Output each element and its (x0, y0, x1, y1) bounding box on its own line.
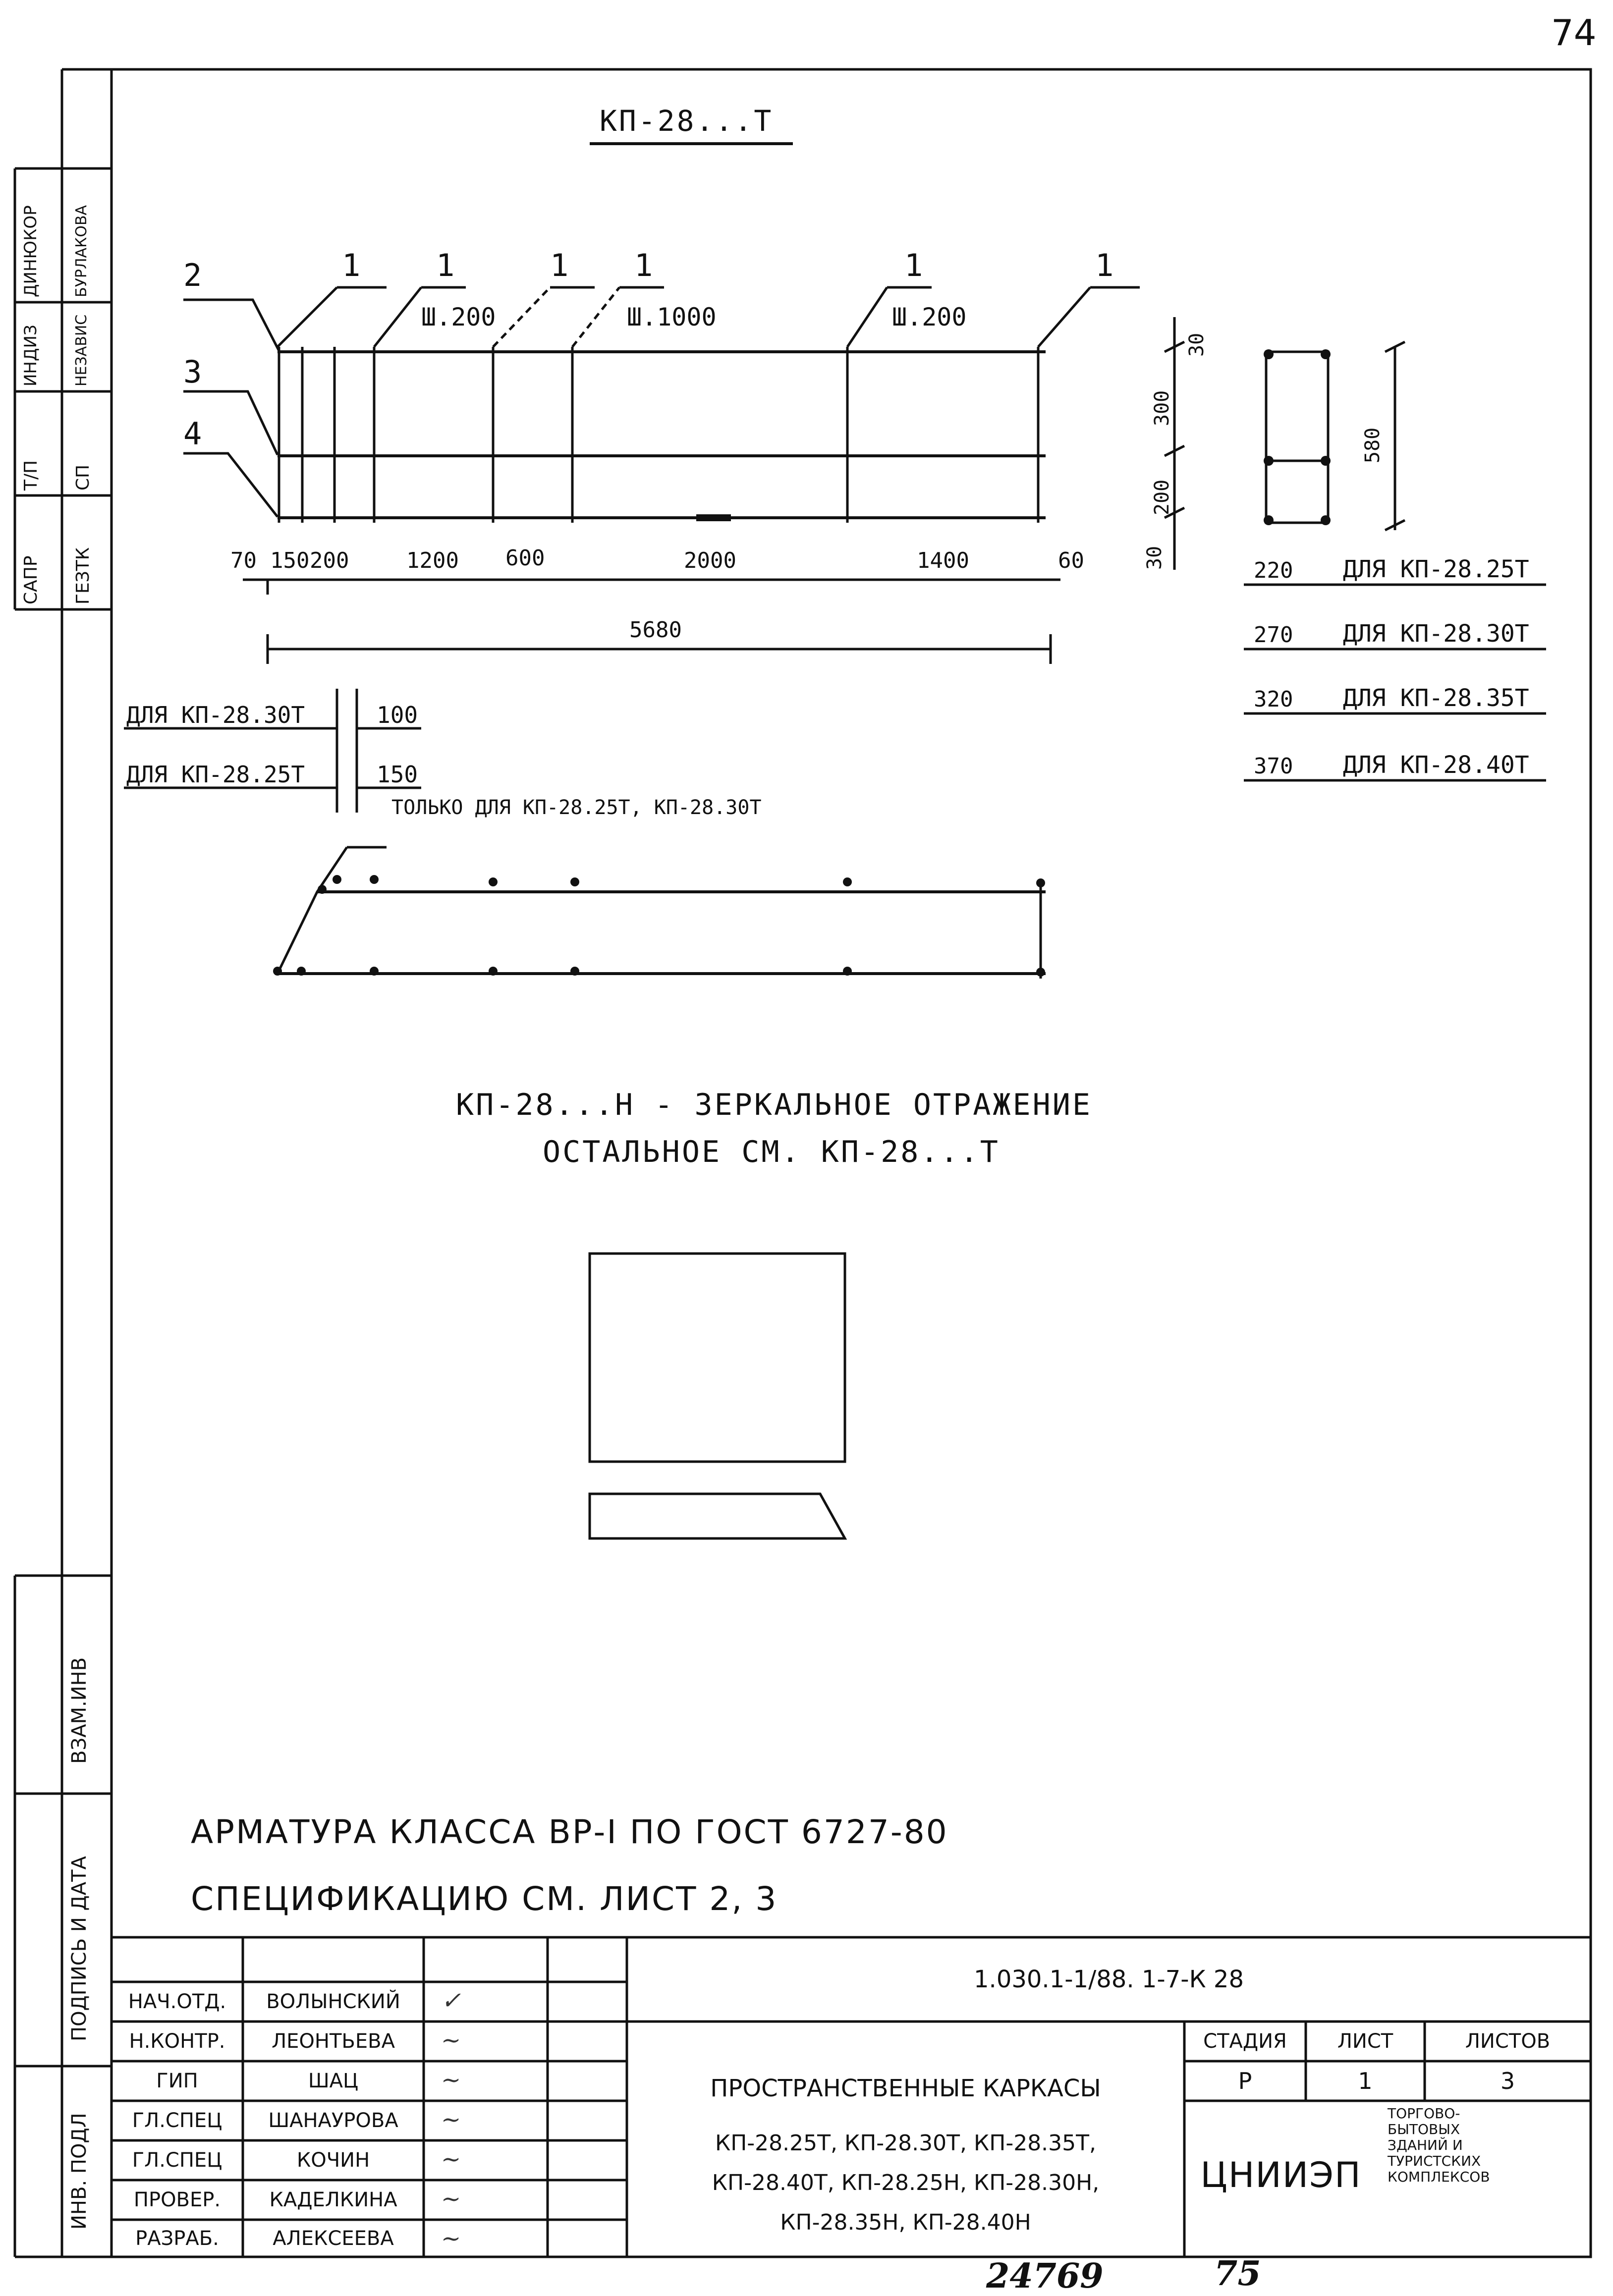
dim-600: 600 (505, 546, 545, 571)
spacing-label-200-left: Ш.200 (421, 303, 496, 331)
tb-name: ВОЛЫНСКИЙ (266, 1990, 400, 2013)
side-label-original: ИНВ. ПОДЛ (68, 2113, 91, 2230)
callout-4: 4 (183, 416, 202, 452)
side-label: ИНДИЗ (21, 325, 41, 386)
mirror-note-line1: КП-28...Н - ЗЕРКАЛЬНОЕ ОТРАЖЕНИЕ (456, 1088, 1092, 1122)
tb-name: КОЧИН (296, 2149, 370, 2172)
page-number: 74 (1551, 12, 1597, 54)
drawing-title: КП-28...Т (600, 104, 774, 138)
signature: ~ (441, 2106, 461, 2133)
signature: ~ (441, 2026, 461, 2054)
variant-label: ДЛЯ КП-28.40Т (1343, 751, 1529, 779)
tb-org-sub-line: ТУРИСТСКИХ (1388, 2153, 1481, 2169)
tb-sheet: 1 (1358, 2068, 1373, 2094)
signature: ~ (441, 2145, 461, 2173)
signature: ✓ (441, 1987, 461, 2015)
signature: ~ (441, 2225, 461, 2252)
side-label: Т/П (21, 460, 41, 491)
dim-total: 5680 (629, 617, 682, 643)
spacing-label-200-right: Ш.200 (892, 303, 967, 331)
side-label-signature-date: ПОДПИСЬ И ДАТА (68, 1856, 91, 2041)
note-for-kp2830: ДЛЯ КП-28.30Т (126, 702, 305, 728)
side-label: СП (73, 464, 93, 491)
vdim-300: 300 (1151, 390, 1173, 426)
armature-note: АРМАТУРА КЛАССА ВР-I ПО ГОСТ 6727-80 (191, 1813, 948, 1851)
tb-role: ГЛ.СПЕЦ (132, 2109, 222, 2132)
vdim-30-top: 30 (1185, 332, 1208, 357)
spec-note: СПЕЦИФИКАЦИЮ СМ. ЛИСТ 2, 3 (191, 1880, 778, 1918)
side-label: БУРЛАКОВА (73, 205, 90, 297)
tb-role: ГЛ.СПЕЦ (132, 2149, 222, 2172)
mirror-note-line2: ОСТАЛЬНОЕ СМ. КП-28...Т (543, 1135, 1000, 1169)
variant-dim: 270 (1254, 622, 1293, 648)
tb-name-line2: КП-28.25Т, КП-28.30Т, КП-28.35Т, (715, 2130, 1097, 2156)
note-for-kp2825: ДЛЯ КП-28.25Т (126, 761, 305, 788)
footer-inventory-number: 24769 (986, 2256, 1104, 2296)
dim-200: 200 (310, 548, 349, 573)
callout-1-f: 1 (1095, 247, 1114, 283)
signature: ~ (441, 2066, 461, 2094)
tb-name-line1: ПРОСТРАНСТВЕННЫЕ КАРКАСЫ (710, 2075, 1101, 2102)
dim-1200: 1200 (406, 548, 459, 573)
callout-2: 2 (183, 257, 202, 293)
note-only-for: ТОЛЬКО ДЛЯ КП-28.25Т, КП-28.30Т (391, 796, 762, 819)
note-dim-100: 100 (377, 702, 418, 728)
callout-1-c: 1 (550, 247, 569, 283)
variant-dim: 370 (1254, 754, 1293, 779)
tb-sheets-header: ЛИСТОВ (1465, 2030, 1551, 2053)
note-dim-150: 150 (377, 761, 418, 788)
tb-role: Н.КОНТР. (129, 2030, 225, 2053)
tb-role: ГИП (156, 2070, 198, 2092)
tb-org-sub (1388, 2106, 1586, 2185)
tb-name: ШАНАУРОВА (268, 2109, 398, 2132)
tb-role: РАЗРАБ. (135, 2227, 219, 2250)
callout-1-e: 1 (904, 247, 923, 283)
side-label-substitution: ВЗАМ.ИНВ (68, 1657, 91, 1764)
variant-label: ДЛЯ КП-28.35Т (1343, 684, 1529, 712)
tb-org-sub-line: КОМПЛЕКСОВ (1388, 2169, 1490, 2185)
side-label: САПР (21, 555, 41, 604)
tb-role: ПРОВЕР. (133, 2188, 221, 2211)
tb-document-code: 1.030.1-1/88. 1-7-К 28 (974, 1966, 1244, 1993)
callout-1-a: 1 (342, 247, 361, 283)
tb-org: ЦНИИЭП (1200, 2155, 1362, 2195)
variant-dim: 220 (1254, 558, 1293, 583)
tb-name-line3: КП-28.40Т, КП-28.25Н, КП-28.30Н, (712, 2170, 1100, 2195)
dim-60: 60 (1058, 548, 1084, 573)
tb-org-sub-line: БЫТОВЫХ (1388, 2121, 1460, 2137)
tb-stage-header: СТАДИЯ (1203, 2030, 1287, 2053)
footer-number-2: 75 (1214, 2254, 1261, 2294)
dim-150: 150 (270, 548, 310, 573)
tb-name: ШАЦ (308, 2070, 359, 2092)
tb-name: КАДЕЛКИНА (269, 2188, 397, 2211)
tb-role: НАЧ.ОТД. (128, 1990, 226, 2013)
side-label: ДИНЮКОР (21, 205, 41, 297)
tb-sheets: 3 (1500, 2068, 1515, 2094)
spacing-label-1000: Ш.1000 (627, 303, 717, 331)
tb-org-sub-line: ТОРГОВО- (1388, 2105, 1460, 2122)
callout-1-b: 1 (436, 247, 455, 283)
signature: ~ (441, 2185, 461, 2213)
dim-2000: 2000 (684, 548, 736, 573)
tb-name-line4: КП-28.35Н, КП-28.40Н (780, 2209, 1031, 2235)
dim-70: 70 (230, 548, 257, 573)
vdim-30-bottom: 30 (1143, 546, 1166, 570)
vdim-200: 200 (1151, 479, 1173, 515)
variant-dim: 320 (1254, 687, 1293, 712)
variant-label: ДЛЯ КП-28.25Т (1343, 555, 1529, 583)
tb-sheet-header: ЛИСТ (1337, 2030, 1393, 2053)
tb-stage: Р (1238, 2068, 1252, 2094)
tb-name: ЛЕОНТЬЕВА (272, 2030, 395, 2053)
dim-1400: 1400 (917, 548, 969, 573)
callout-1-d: 1 (634, 247, 653, 283)
side-label: НЕЗАВИС (73, 314, 90, 386)
tb-org-sub-line: ЗДАНИЙ И (1388, 2137, 1463, 2153)
callout-3: 3 (183, 354, 202, 390)
tb-name: АЛЕКСЕЕВА (273, 2227, 394, 2250)
variant-label: ДЛЯ КП-28.30Т (1343, 620, 1529, 648)
side-label: ГЕЗТК (73, 547, 93, 604)
section-height: 580 (1361, 427, 1384, 463)
